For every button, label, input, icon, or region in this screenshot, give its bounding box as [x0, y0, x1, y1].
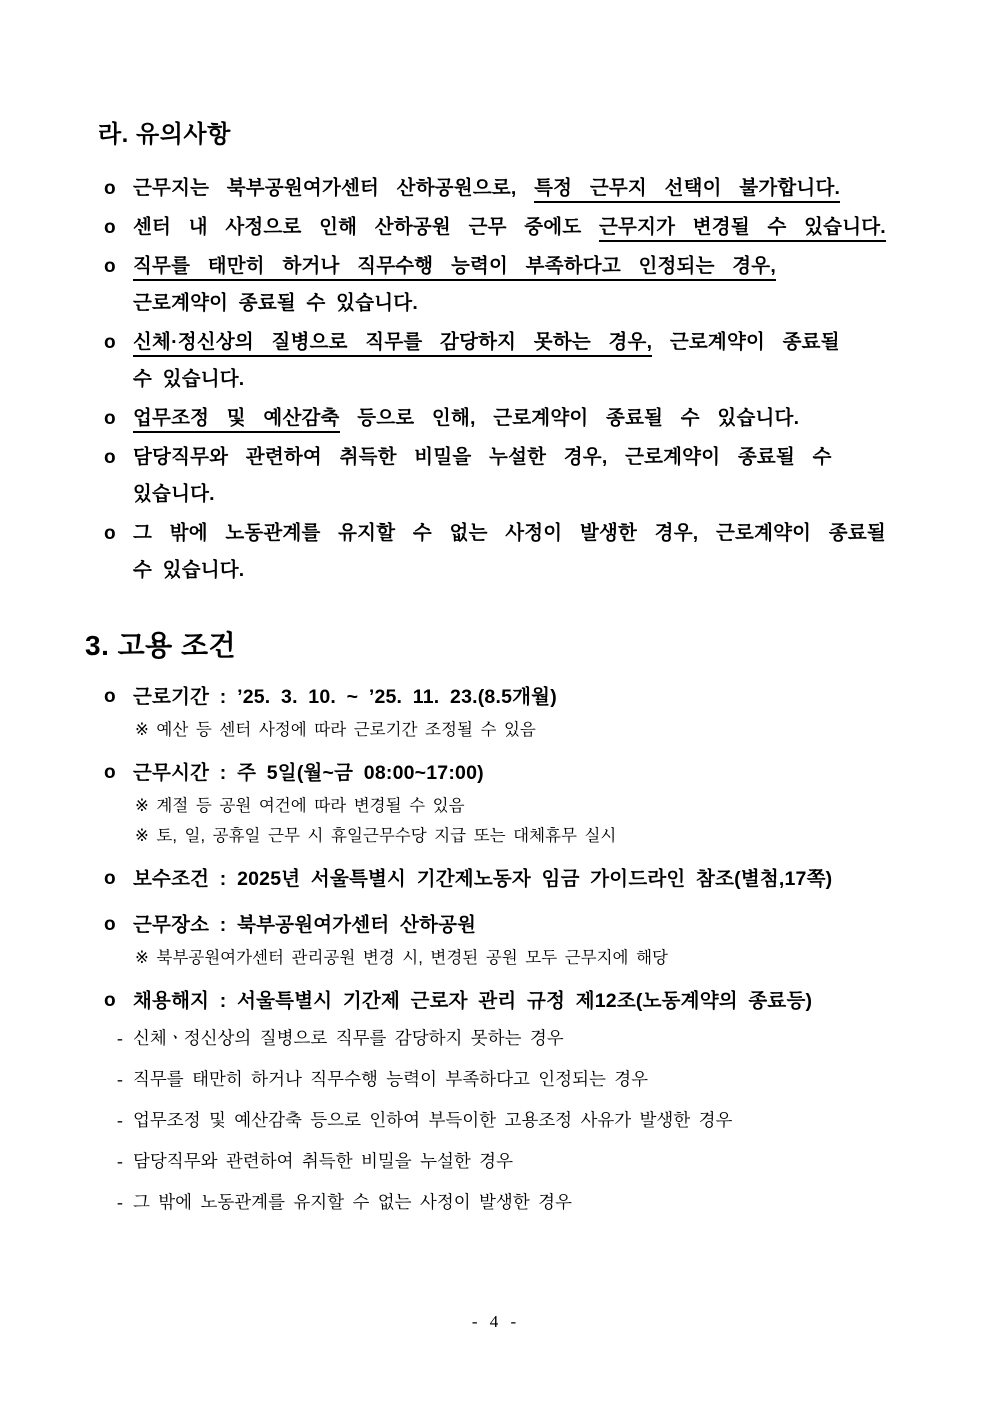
bullet-marker: o	[104, 408, 116, 429]
employment-item-line: 근무장소 : 북부공원여가센터 산하공원	[133, 914, 477, 936]
dash-marker: -	[117, 1151, 123, 1171]
underlined-text: 특정 근무지 선택이 불가합니다.	[534, 177, 840, 203]
employment-item-line: 근무시간 : 주 5일(월~금 08:00~17:00)	[133, 762, 484, 784]
employment-item	[104, 755, 952, 851]
notice-item-line: 그 밖에 노동관계를 유지할 수 없는 사정이 발생한 경우, 근로계약이 종료될	[133, 522, 886, 544]
bullet-marker: o	[104, 178, 116, 199]
bullet-marker: o	[104, 332, 116, 353]
notice-item-line	[133, 248, 952, 285]
termination-case-text: 신체ㆍ정신상의 질병으로 직무를 감당하지 못하는 경우	[133, 1028, 564, 1048]
notice-item	[104, 324, 952, 398]
bullet-marker: o	[104, 990, 116, 1011]
employment-item	[104, 907, 952, 973]
termination-case	[117, 1187, 952, 1217]
termination-case	[117, 1105, 952, 1135]
notice-item-line: 신체·정신상의 질병으로 직무를 감당하지 못하는 경우, 근로계약이 종료될	[133, 324, 952, 361]
notice-item-line: 근무지는 북부공원여가센터 산하공원으로, 특정 근무지 선택이 불가합니다.	[133, 170, 952, 207]
dash-marker: -	[117, 1192, 123, 1212]
underlined-text: 근무지가 변경될 수 있습니다.	[599, 216, 886, 242]
dash-marker: -	[117, 1110, 123, 1130]
bullet-marker: o	[104, 256, 116, 277]
termination-case	[117, 1146, 952, 1176]
notice-item-continuation: 근로계약이 종료될 수 있습니다.	[133, 292, 418, 314]
dash-marker: -	[117, 1028, 123, 1048]
bullet-marker: o	[104, 686, 116, 707]
termination-case-text: 직무를 태만히 하거나 직무수행 능력이 부족하다고 인정되는 경우	[133, 1069, 649, 1089]
bullet-marker: o	[104, 868, 116, 889]
notice-item-line: 센터 내 사정으로 인해 산하공원 근무 중에도 근무지가 변경될 수 있습니다.	[133, 209, 952, 246]
notice-item-continuation: 수 있습니다.	[133, 559, 245, 581]
employment-item-note: ※ 계절 등 공원 여건에 따라 변경될 수 있음	[135, 797, 465, 815]
termination-case-text: 그 밖에 노동관계를 유지할 수 없는 사정이 발생한 경우	[133, 1192, 572, 1212]
employment-item-line: 근로기간 : ’25. 3. 10. ~ ’25. 11. 23.(8.5개월)	[133, 686, 557, 708]
bullet-marker: o	[104, 217, 116, 238]
bullet-marker: o	[104, 914, 116, 935]
bullet-marker: o	[104, 762, 116, 783]
notice-item	[104, 209, 952, 246]
termination-case-text: 담당직무와 관련하여 취득한 비밀을 누설한 경우	[133, 1151, 513, 1171]
employment-item	[104, 679, 952, 745]
notice-item-continuation: 있습니다.	[133, 483, 215, 505]
termination-case-text: 업무조정 및 예산감축 등으로 인하여 부득이한 고용조정 사유가 발생한 경우	[133, 1110, 733, 1130]
bullet-marker: o	[104, 447, 116, 468]
employment-item	[104, 861, 952, 897]
notice-item	[104, 515, 952, 589]
notice-item-line: 업무조정 및 예산감축 등으로 인해, 근로계약이 종료될 수 있습니다.	[133, 400, 952, 437]
notice-item-continuation: 수 있습니다.	[133, 368, 245, 390]
employment-item-line: 보수조건 : 2025년 서울특별시 기간제노동자 임금 가이드라인 참조(별첨,17쪽)	[133, 868, 833, 890]
notice-item	[104, 400, 952, 437]
underlined-text: 신체·정신상의 질병으로 직무를 감당하지 못하는 경우,	[133, 331, 652, 357]
termination-case	[117, 1064, 952, 1094]
underlined-text: 업무조정 및 예산감축	[133, 407, 340, 433]
employment-item-note: ※ 토, 일, 공휴일 근무 시 휴일근무수당 지급 또는 대체휴무 실시	[135, 827, 617, 845]
employment-item-line: 채용해지 : 서울특별시 기간제 근로자 관리 규정 제12조(노동계약의 종료등)	[133, 990, 813, 1012]
notice-item	[104, 439, 952, 513]
bullet-marker: o	[104, 523, 116, 544]
notice-item	[104, 248, 952, 322]
employment-item-note: ※ 북부공원여가센터 관리공원 변경 시, 변경된 공원 모두 근무지에 해당	[135, 949, 668, 967]
termination-case	[117, 1023, 952, 1053]
section-heading-notice: 라. 유의사항	[98, 121, 231, 148]
notice-item-line: 담당직무와 관련하여 취득한 비밀을 누설한 경우, 근로계약이 종료될 수	[133, 446, 832, 468]
section-heading-employment: 3. 고용 조건	[85, 630, 237, 661]
dash-marker: -	[117, 1069, 123, 1089]
employment-item-note: ※ 예산 등 센터 사정에 따라 근로기간 조정될 수 있음	[135, 721, 536, 739]
termination-case-list	[117, 1023, 952, 1217]
underlined-text: 직무를 태만히 하거나 직무수행 능력이 부족하다고 인정되는 경우,	[133, 255, 776, 281]
page-number: - 4 -	[471, 1312, 521, 1331]
employment-item	[104, 983, 952, 1019]
notice-item	[104, 170, 952, 207]
